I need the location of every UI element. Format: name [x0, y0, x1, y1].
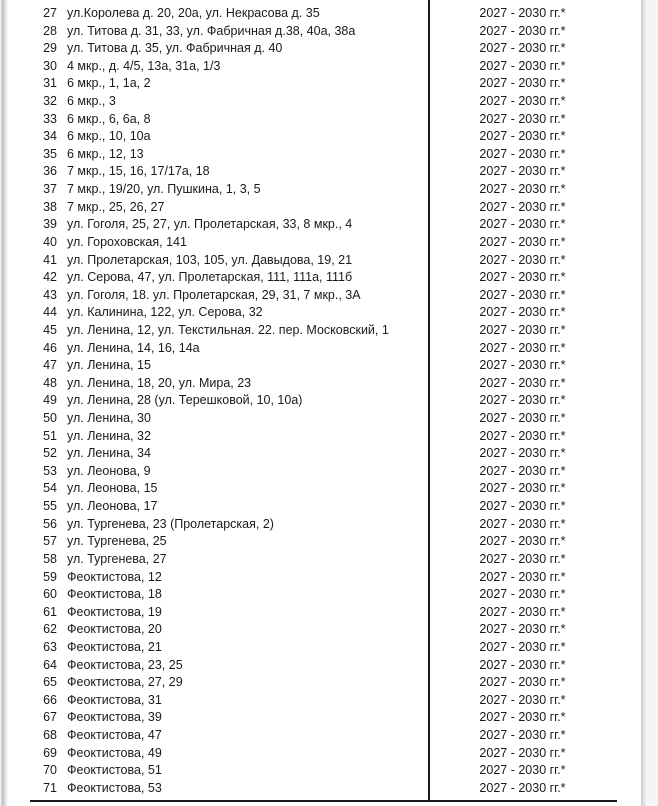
row-number: 35: [43, 146, 57, 161]
row-number: 45: [43, 322, 57, 337]
table-row: [0, 657, 617, 675]
row-number: 59: [43, 569, 57, 584]
table-row: [0, 692, 617, 710]
row-years: 2027 - 2030 гг.*: [479, 358, 566, 373]
table-row: [0, 287, 617, 305]
table-row: [0, 75, 617, 93]
row-number: 46: [43, 340, 57, 355]
page-edge-right: [641, 0, 646, 806]
row-years: 2027 - 2030 гг.*: [479, 727, 566, 742]
row-number: 52: [43, 446, 57, 461]
table-row: [0, 199, 617, 217]
table-row: [0, 498, 617, 516]
row-years: 2027 - 2030 гг.*: [479, 164, 566, 179]
row-years: 2027 - 2030 гг.*: [479, 23, 566, 38]
row-address: ул. Пролетарская, 103, 105, ул. Давыдова, 19, 21: [67, 252, 353, 267]
row-address: 6 мкр., 1, 1а, 2: [67, 76, 151, 91]
row-years: 2027 - 2030 гг.*: [479, 146, 566, 161]
row-address: ул. Леонова, 15: [67, 481, 158, 496]
row-address: ул. Титова д. 31, 33, ул. Фабричная д.38, 40а, 38а: [67, 23, 356, 38]
row-address: 6 мкр., 12, 13: [67, 146, 144, 161]
row-years: 2027 - 2030 гг.*: [479, 234, 566, 249]
row-number: 41: [43, 252, 57, 267]
table-row: [0, 621, 617, 639]
row-number: 32: [43, 94, 57, 109]
row-address: 6 мкр., 3: [67, 94, 116, 109]
row-years: 2027 - 2030 гг.*: [479, 551, 566, 566]
row-number: 42: [43, 270, 57, 285]
row-years: 2027 - 2030 гг.*: [479, 322, 566, 337]
row-years: 2027 - 2030 гг.*: [479, 587, 566, 602]
row-address: 7 мкр., 15, 16, 17/17а, 18: [67, 164, 210, 179]
row-number: 40: [43, 234, 57, 249]
row-years: 2027 - 2030 гг.*: [479, 111, 566, 126]
row-address: Феоктистова, 19: [67, 604, 162, 619]
row-number: 60: [43, 587, 57, 602]
row-years: 2027 - 2030 гг.*: [479, 499, 566, 514]
row-number: 27: [43, 6, 57, 20]
row-address: ул. Ленина, 12, ул. Текстильная. 22. пер. Московский, 1: [67, 322, 389, 337]
row-number: 54: [43, 481, 57, 496]
row-address: Феоктистова, 21: [67, 639, 162, 654]
row-number: 39: [43, 217, 57, 232]
row-address: Феоктистова, 12: [67, 569, 162, 584]
table-row: [0, 146, 617, 164]
row-address: Феоктистова, 20: [67, 622, 162, 637]
table-bottom-border: [30, 800, 617, 802]
table-row: [0, 322, 617, 340]
row-years: 2027 - 2030 гг.*: [479, 182, 566, 197]
row-years: 2027 - 2030 гг.*: [479, 393, 566, 408]
row-address: 7 мкр., 25, 26, 27: [67, 199, 165, 214]
row-number: 30: [43, 58, 57, 73]
row-number: 48: [43, 375, 57, 390]
row-years: 2027 - 2030 гг.*: [479, 252, 566, 267]
row-address: ул. Тургенева, 23 (Пролетарская, 2): [67, 516, 274, 531]
row-address: ул. Ленина, 32: [67, 428, 151, 443]
row-address: Феоктистова, 47: [67, 727, 162, 742]
row-address: 7 мкр., 19/20, ул. Пушкина, 1, 3, 5: [67, 182, 261, 197]
row-years: 2027 - 2030 гг.*: [479, 534, 566, 549]
table-row: [0, 428, 617, 446]
row-years: 2027 - 2030 гг.*: [479, 446, 566, 461]
row-years: 2027 - 2030 гг.*: [479, 639, 566, 654]
row-address: ул. Ленина, 30: [67, 411, 151, 426]
table-row: [0, 40, 617, 58]
row-address: Феоктистова, 18: [67, 587, 162, 602]
row-number: 70: [43, 763, 57, 778]
table-row: [0, 745, 617, 763]
table-row: [0, 709, 617, 727]
page-edge-left: [0, 0, 8, 806]
row-number: 56: [43, 516, 57, 531]
row-years: 2027 - 2030 гг.*: [479, 76, 566, 91]
row-address: ул. Леонова, 9: [67, 463, 151, 478]
column-separator: [428, 0, 430, 801]
row-address: 6 мкр., 10, 10а: [67, 129, 151, 144]
row-number: 51: [43, 428, 57, 443]
row-number: 29: [43, 41, 57, 56]
table-row: [0, 516, 617, 534]
row-number: 36: [43, 164, 57, 179]
row-number: 68: [43, 727, 57, 742]
row-years: 2027 - 2030 гг.*: [479, 657, 566, 672]
row-address: ул. Титова д. 35, ул. Фабричная д. 40: [67, 41, 283, 56]
row-address: Феоктистова, 27, 29: [67, 675, 183, 690]
table-row: [0, 392, 617, 410]
table-row: [0, 234, 617, 252]
table-row: [0, 181, 617, 199]
row-address: ул. Серова, 47, ул. Пролетарская, 111, 111а, 111б: [67, 270, 353, 285]
row-address: ул. Калинина, 122, ул. Серова, 32: [67, 305, 263, 320]
row-years: 2027 - 2030 гг.*: [479, 481, 566, 496]
row-address: ул. Леонова, 17: [67, 499, 158, 514]
table-row: [0, 5, 617, 23]
row-address: Феоктистова, 51: [67, 763, 162, 778]
row-years: 2027 - 2030 гг.*: [479, 569, 566, 584]
table-row: [0, 252, 617, 270]
row-number: 66: [43, 692, 57, 707]
row-address: Феоктистова, 39: [67, 710, 162, 725]
row-number: 64: [43, 657, 57, 672]
table-row: [0, 727, 617, 745]
row-years: 2027 - 2030 гг.*: [479, 305, 566, 320]
row-address: ул. Тургенева, 27: [67, 551, 167, 566]
row-years: 2027 - 2030 гг.*: [479, 340, 566, 355]
row-years: 2027 - 2030 гг.*: [479, 675, 566, 690]
row-address: ул. Гоголя, 18. ул. Пролетарская, 29, 31, 7 мкр., 3А: [67, 287, 361, 302]
row-number: 71: [43, 780, 57, 795]
row-number: 33: [43, 111, 57, 126]
row-address: ул. Ленина, 14, 16, 14а: [67, 340, 200, 355]
table-row: [0, 604, 617, 622]
row-years: 2027 - 2030 гг.*: [479, 270, 566, 285]
row-years: 2027 - 2030 гг.*: [479, 463, 566, 478]
table-row: [0, 58, 617, 76]
table-row: [0, 533, 617, 551]
table-row: [0, 216, 617, 234]
row-number: 47: [43, 358, 57, 373]
table-row: [0, 780, 617, 798]
row-address: ул. Гоголя, 25, 27, ул. Пролетарская, 33, 8 мкр., 4: [67, 217, 353, 232]
table-row: [0, 357, 617, 375]
row-years: 2027 - 2030 гг.*: [479, 516, 566, 531]
table-row: [0, 674, 617, 692]
table-row: [0, 304, 617, 322]
row-address: ул.Королева д. 20, 20а, ул. Некрасова д. 35: [67, 6, 320, 20]
row-number: 67: [43, 710, 57, 725]
table-row: [0, 93, 617, 111]
row-years: 2027 - 2030 гг.*: [479, 199, 566, 214]
table-row: [0, 163, 617, 181]
row-years: 2027 - 2030 гг.*: [479, 94, 566, 109]
row-address: ул. Ленина, 15: [67, 358, 151, 373]
row-years: 2027 - 2030 гг.*: [479, 622, 566, 637]
table-row: [0, 463, 617, 481]
row-years: 2027 - 2030 гг.*: [479, 710, 566, 725]
row-years: 2027 - 2030 гг.*: [479, 58, 566, 73]
row-years: 2027 - 2030 гг.*: [479, 604, 566, 619]
row-years: 2027 - 2030 гг.*: [479, 780, 566, 795]
row-number: 61: [43, 604, 57, 619]
row-number: 28: [43, 23, 57, 38]
row-number: 69: [43, 745, 57, 760]
row-years: 2027 - 2030 гг.*: [479, 692, 566, 707]
table-row: [0, 23, 617, 41]
row-number: 63: [43, 639, 57, 654]
row-address: 6 мкр., 6, 6а, 8: [67, 111, 151, 126]
row-address: ул. Ленина, 18, 20, ул. Мира, 23: [67, 375, 252, 390]
schedule-table: [0, 5, 617, 797]
row-number: 34: [43, 129, 57, 144]
row-number: 50: [43, 411, 57, 426]
row-address: ул. Гороховская, 141: [67, 234, 187, 249]
row-number: 43: [43, 287, 57, 302]
table-row: [0, 551, 617, 569]
row-number: 55: [43, 499, 57, 514]
row-address: ул. Ленина, 34: [67, 446, 151, 461]
row-address: Феоктистова, 23, 25: [67, 657, 183, 672]
table-row: [0, 340, 617, 358]
row-years: 2027 - 2030 гг.*: [479, 129, 566, 144]
row-address: 4 мкр., д. 4/5, 13а, 31а, 1/3: [67, 58, 221, 73]
row-address: Феоктистова, 49: [67, 745, 162, 760]
row-years: 2027 - 2030 гг.*: [479, 217, 566, 232]
table-row: [0, 569, 617, 587]
row-number: 31: [43, 76, 57, 91]
table-row: [0, 762, 617, 780]
row-number: 38: [43, 199, 57, 214]
table-row: [0, 128, 617, 146]
row-years: 2027 - 2030 гг.*: [479, 41, 566, 56]
row-number: 62: [43, 622, 57, 637]
table-row: [0, 111, 617, 129]
row-number: 65: [43, 675, 57, 690]
row-number: 53: [43, 463, 57, 478]
row-address: ул. Ленина, 28 (ул. Терешковой, 10, 10а): [67, 393, 303, 408]
row-address: Феоктистова, 31: [67, 692, 162, 707]
row-years: 2027 - 2030 гг.*: [479, 745, 566, 760]
row-address: Феоктистова, 53: [67, 780, 162, 795]
table-row: [0, 639, 617, 657]
row-years: 2027 - 2030 гг.*: [479, 6, 566, 20]
row-address: ул. Тургенева, 25: [67, 534, 167, 549]
table-row: [0, 410, 617, 428]
row-years: 2027 - 2030 гг.*: [479, 411, 566, 426]
row-years: 2027 - 2030 гг.*: [479, 375, 566, 390]
row-number: 58: [43, 551, 57, 566]
row-number: 49: [43, 393, 57, 408]
table-row: [0, 445, 617, 463]
row-years: 2027 - 2030 гг.*: [479, 763, 566, 778]
table-row: [0, 375, 617, 393]
row-number: 37: [43, 182, 57, 197]
row-number: 57: [43, 534, 57, 549]
table-row: [0, 586, 617, 604]
row-years: 2027 - 2030 гг.*: [479, 428, 566, 443]
row-number: 44: [43, 305, 57, 320]
row-years: 2027 - 2030 гг.*: [479, 287, 566, 302]
table-row: [0, 480, 617, 498]
table-row: [0, 269, 617, 287]
